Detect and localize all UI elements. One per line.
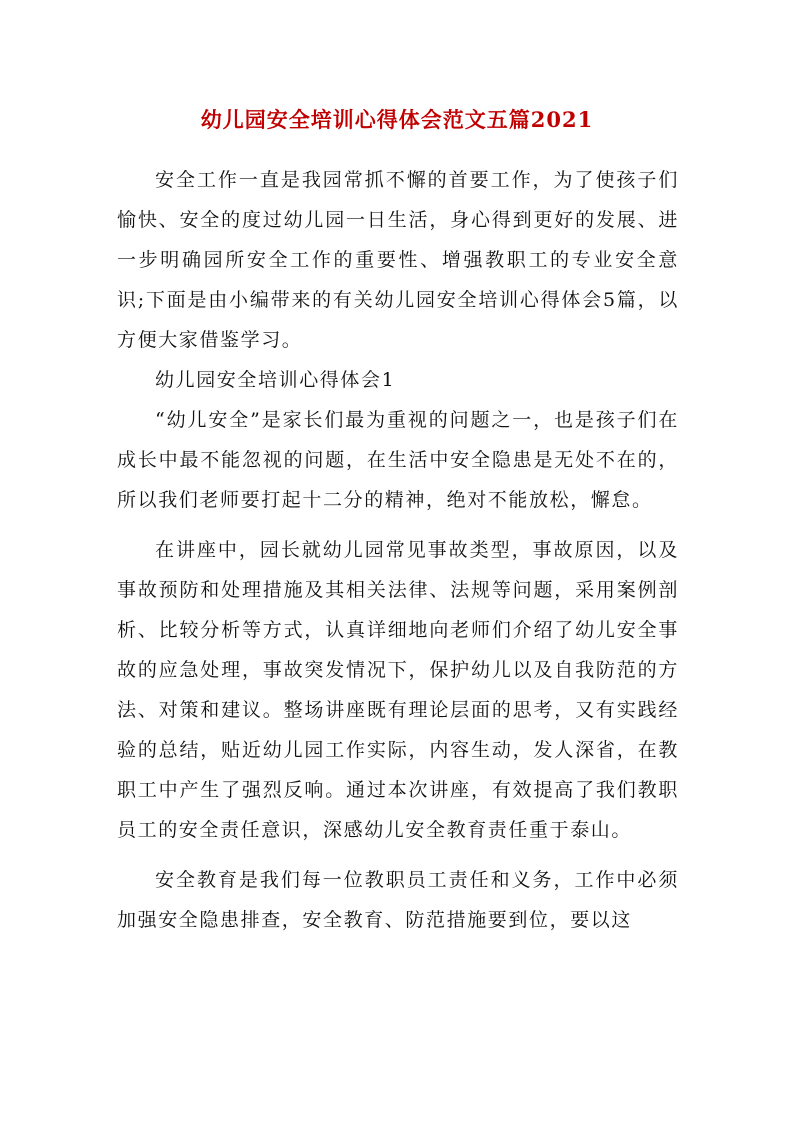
body-paragraph: 安全教育是我们每一位教职员工责任和义务，工作中必须加强安全隐患排查，安全教育、防范措施要到位，要以这 (117, 869, 679, 931)
intro-paragraph: 安全工作一直是我园常抓不懈的首要工作，为了使孩子们愉快、安全的度过幼儿园一日生活，身心得到更好的发展、进一步明确园所安全工作的重要性、增强教职工的专业安全意识;下面是由小编带来的有关幼儿园安全培训心得体会5篇，以方便大家借鉴学习。 (117, 169, 679, 351)
body-paragraph: 在讲座中，园长就幼儿园常见事故类型，事故原因，以及事故预防和处理措施及其相关法律、法规等问题，采用案例剖析、比较分析等方式，认真详细地向老师们介绍了幼儿安全事故的应急处理，事故突发情况下，保护幼儿以及自我防范的方法、对策和建议。整场讲座既有理论层面的思考，又有实践经验的总结，贴近幼儿园工作实际，内容生动，发人深省，在教职工中产生了强烈反响。通过本次讲座，有效提高了我们教职员工的安全责任意识，深感幼儿安全教育责任重于泰山。 (117, 539, 679, 841)
body-paragraph: “幼儿安全”是家长们最为重视的问题之一，也是孩子们在成长中最不能忽视的问题，在生活中安全隐患是无处不在的，所以我们老师要打起十二分的精神，绝对不能放松，懈怠。 (117, 409, 679, 511)
document-title: 幼儿园安全培训心得体会范文五篇2021 (200, 107, 594, 132)
section-heading: 幼儿园安全培训心得体会1 (155, 369, 396, 391)
document-body (117, 160, 679, 940)
